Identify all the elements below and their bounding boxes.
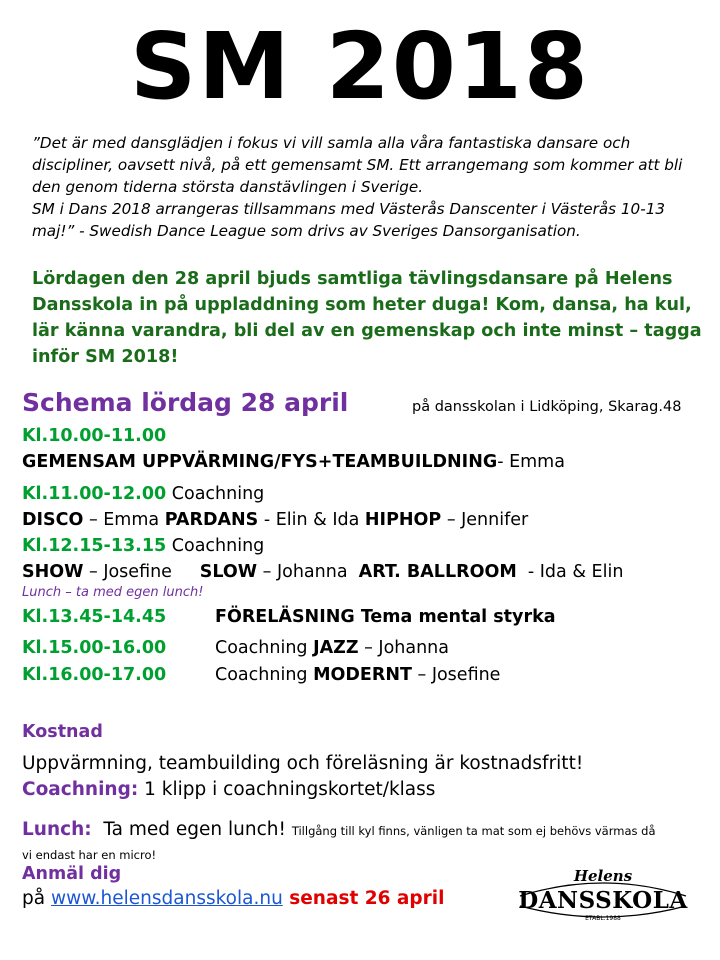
slot2-row <box>22 482 264 506</box>
slot4-activity: FÖRELÄSNING Tema mental styrka <box>215 607 556 627</box>
school-logo <box>514 866 692 922</box>
slot6-label: Coachning <box>215 665 314 685</box>
slot5-label: Coachning <box>215 638 314 658</box>
slot4-time: Kl.13.45-14.45 <box>22 607 167 627</box>
slot1-leader: - Emma <box>497 452 565 472</box>
slot3-time: Kl.12.15-13.15 <box>22 536 167 556</box>
class-pardans: PARDANS <box>164 510 259 530</box>
logo-name: DANSSKOLA <box>518 887 688 914</box>
slot1-time: Kl.10.00-11.00 <box>22 426 167 446</box>
slot5-time: Kl.15.00-16.00 <box>22 638 167 658</box>
logo-script: Helens <box>573 867 633 885</box>
schedule-heading: Schema lördag 28 april <box>22 388 349 417</box>
quote-line: den genom tiderna största danstävlingen i Sverige. <box>32 178 424 196</box>
class-modernt-leader: – Josefine <box>411 665 501 685</box>
schedule-place: på dansskolan i Lidköping, Skarag.48 <box>412 399 682 415</box>
cost-free-text: Uppvärmning, teambuilding och föreläsning är kostnadsfritt! <box>22 753 584 774</box>
class-hiphop: HIPHOP <box>364 510 442 530</box>
cost-heading: Kostnad <box>22 722 103 742</box>
website-link[interactable]: www.helensdansskola.nu <box>50 888 283 909</box>
slot1-row <box>22 450 565 474</box>
slot2-classes <box>22 508 528 532</box>
quote-line: maj!” - Swedish Dance League som drivs av Sveriges Dansorganisation. <box>32 222 581 240</box>
lunch-small-line1: Tillgång till kyl finns, vänligen ta mat som ej behövs värmas då <box>291 824 656 838</box>
class-modernt: MODERNT <box>313 665 412 685</box>
quote-line: discipliner, oavsett nivå, på ett gemensamt SM. Ett arrangemang som kommer att bli <box>32 156 683 174</box>
class-disco-leader: – Emma <box>83 510 165 530</box>
class-jazz: JAZZ <box>313 638 359 658</box>
class-slow-leader: – Johanna <box>257 562 359 582</box>
slot2-time: Kl.11.00-12.00 <box>22 484 167 504</box>
class-jazz-leader: – Johanna <box>358 638 449 658</box>
slot3-label: Coachning <box>171 536 265 556</box>
intro-line: inför SM 2018! <box>32 347 179 367</box>
quote-text <box>32 132 692 242</box>
class-show: SHOW <box>22 562 84 582</box>
lunch-small-line2: vi endast har en micro! <box>22 848 157 862</box>
intro-line: Dansskola in på uppladdning som heter duga! Kom, dansa, ha kul, <box>32 295 692 315</box>
page-title: SM 2018 <box>130 13 590 120</box>
lunch-note: Lunch – ta med egen lunch! <box>22 585 204 600</box>
class-show-leader: – Josefine <box>83 562 200 582</box>
logo-etabl: ETABL.1988 <box>585 915 621 922</box>
slot5-row <box>215 636 449 660</box>
class-disco: DISCO <box>22 510 84 530</box>
slot2-label: Coachning <box>171 484 265 504</box>
intro-text <box>32 266 712 370</box>
signup-deadline: senast 26 april <box>282 888 445 909</box>
slot6-time: Kl.16.00-17.00 <box>22 665 167 685</box>
cost-coaching-text: 1 klipp i coachningskortet/klass <box>138 779 436 800</box>
quote-line: SM i Dans 2018 arrangeras tillsammans med Västerås Danscenter i Västerås 10-13 <box>32 200 666 218</box>
class-hiphop-leader: – Jennifer <box>441 510 529 530</box>
signup-row <box>22 887 444 911</box>
logo-graphic <box>514 866 692 922</box>
intro-line: Lördagen den 28 april bjuds samtliga tävlingsdansare på Helens <box>32 269 673 289</box>
lunch-text: Ta med egen lunch! <box>91 819 292 840</box>
class-artballroom-leader: - Ida & Elin <box>516 562 624 582</box>
slot3-classes <box>22 560 623 584</box>
signup-prefix: på <box>22 888 51 909</box>
intro-line: lär känna varandra, bli del av en gemenskap och inte minst – tagga <box>32 321 702 341</box>
cost-coaching-row <box>22 778 435 802</box>
slot3-row <box>22 534 264 558</box>
class-pardans-leader: - Elin & Ida <box>258 510 365 530</box>
lunch-label: Lunch: <box>22 819 92 840</box>
slot1-activity: GEMENSAM UPPVÄRMING/FYS+TEAMBUILDNING <box>22 452 498 472</box>
quote-line: ”Det är med dansglädjen i fokus vi vill samla alla våra fantastiska dansare och <box>32 134 631 152</box>
class-slow: SLOW <box>199 562 258 582</box>
slot6-row <box>215 663 500 687</box>
signup-heading: Anmäl dig <box>22 864 122 884</box>
class-artballroom: ART. BALLROOM <box>358 562 517 582</box>
cost-coaching-label: Coachning: <box>22 779 139 800</box>
lunch-row <box>22 818 656 843</box>
